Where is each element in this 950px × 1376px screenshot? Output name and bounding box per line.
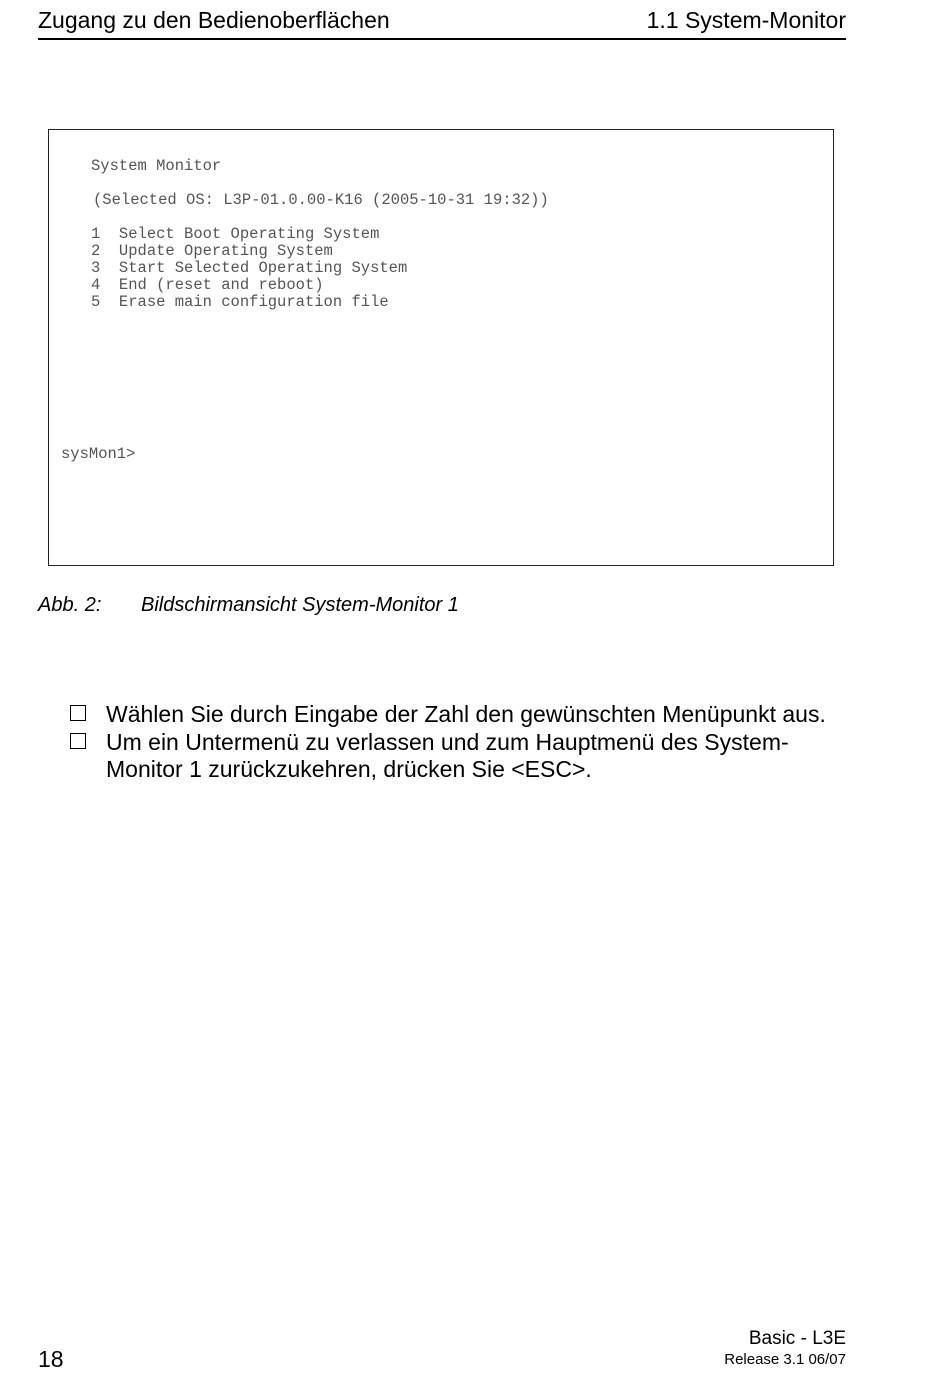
menu-item-label: Start Selected Operating System bbox=[118, 259, 408, 277]
command-prompt: sysMon1> bbox=[61, 445, 136, 463]
figure-caption bbox=[38, 593, 459, 617]
instruction-list bbox=[70, 701, 830, 784]
system-monitor-screenshot bbox=[48, 129, 834, 566]
instruction-text: Um ein Untermenü zu verlassen und zum Hauptmenü des System-Monitor 1 zurückzukehren, drücken Sie <ESC>. bbox=[106, 728, 789, 782]
menu-item-label: End (reset and reboot) bbox=[118, 276, 324, 294]
menu-item bbox=[91, 294, 389, 311]
menu-item bbox=[91, 226, 379, 243]
checkbox-icon bbox=[70, 733, 86, 749]
screen-selected-os: (Selected OS: L3P-01.0.00-K16 (2005-10-31 19:32)) bbox=[93, 191, 549, 209]
figure-caption-label: Abb. 2: bbox=[38, 594, 102, 616]
menu-item-number: 4 bbox=[91, 276, 101, 294]
menu-item bbox=[91, 260, 407, 277]
instruction-item bbox=[70, 729, 830, 784]
header-chapter-title: Zugang zu den Bedienoberflächen bbox=[38, 7, 390, 33]
menu-item-number: 2 bbox=[91, 242, 101, 260]
header-divider bbox=[38, 38, 846, 40]
menu-item bbox=[91, 243, 333, 260]
figure-caption-text: Bildschirmansicht System-Monitor 1 bbox=[141, 594, 459, 616]
page-number: 18 bbox=[38, 1346, 64, 1372]
menu-item-number: 5 bbox=[91, 293, 101, 311]
menu-item-label: Select Boot Operating System bbox=[118, 225, 380, 243]
checkbox-icon bbox=[70, 705, 86, 721]
screen-title: System Monitor bbox=[91, 157, 222, 175]
menu-item bbox=[91, 277, 324, 294]
menu-item-number: 3 bbox=[91, 259, 101, 277]
menu-item-number: 1 bbox=[91, 225, 101, 243]
instruction-text: Wählen Sie durch Eingabe der Zahl den gewünschten Menüpunkt aus. bbox=[106, 701, 826, 727]
footer-product: Basic - L3E bbox=[748, 1328, 846, 1349]
menu-item-label: Update Operating System bbox=[118, 242, 333, 260]
menu-item-label: Erase main configuration file bbox=[118, 293, 389, 311]
instruction-item bbox=[70, 701, 830, 729]
header-section-title: 1.1 System-Monitor bbox=[646, 7, 846, 33]
footer-release: Release 3.1 06/07 bbox=[724, 1351, 846, 1368]
